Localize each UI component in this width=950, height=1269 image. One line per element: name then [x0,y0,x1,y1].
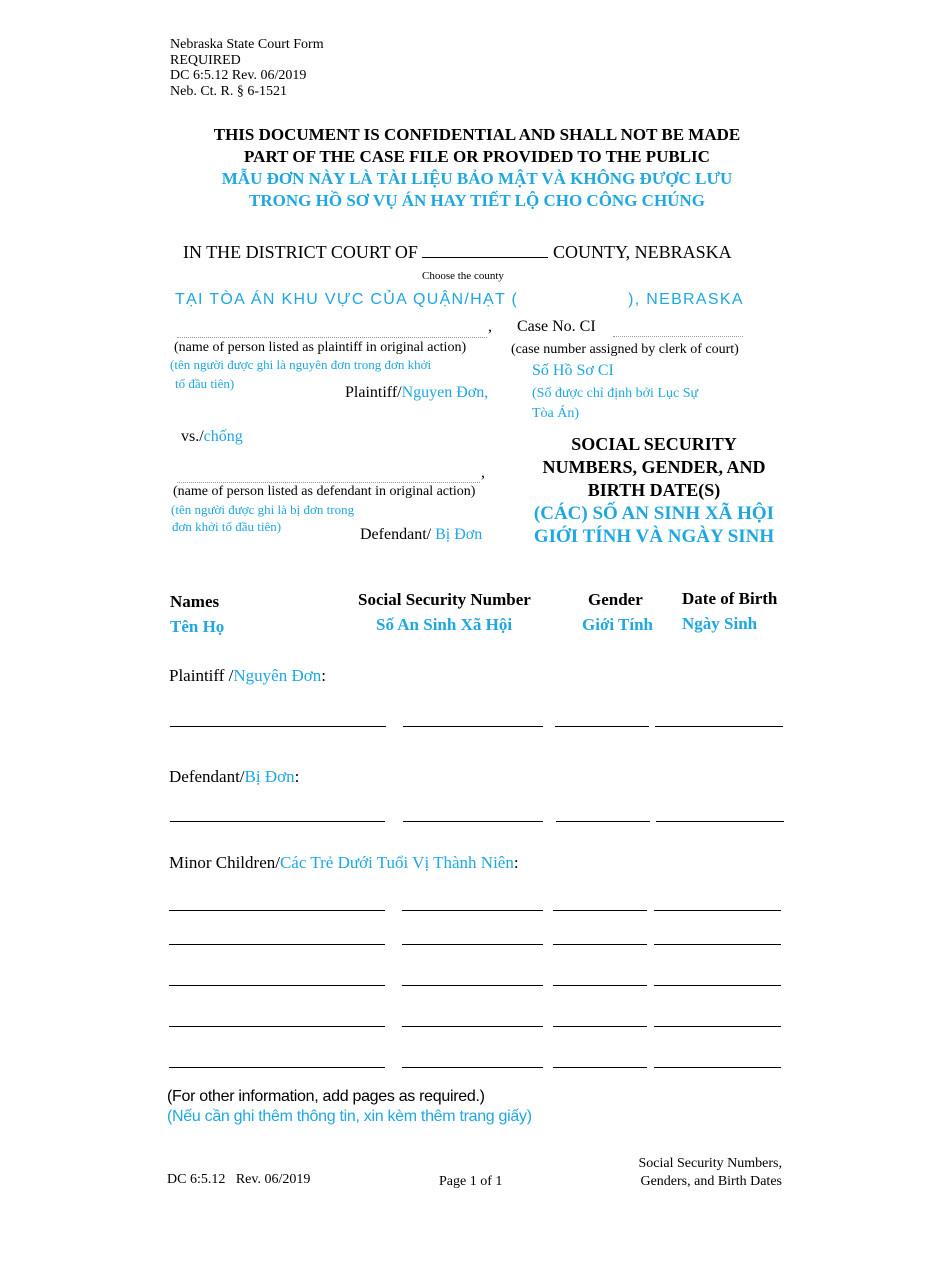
court-line [183,242,732,263]
confidential-notice [0,124,950,212]
court-prefix: IN THE DISTRICT COURT OF [183,242,418,262]
footer-title [600,1155,782,1191]
title-line-1: SOCIAL SECURITY [571,434,737,454]
footer-page-number: Page 1 of 1 [439,1174,503,1189]
footer-form-code: DC 6:5.12 Rev. 06/2019 [167,1172,311,1187]
plaintiff-label-en: Plaintiff/ [345,384,402,401]
defendant-vi-note-1: (tên người được ghi là bị đơn trong [171,502,355,517]
court-rule: Neb. Ct. R. § 6-1521 [170,83,288,99]
child-dob-blank[interactable] [654,985,781,986]
court-suffix: COUNTY, NEBRASKA [552,242,732,262]
defendant-dob-blank[interactable] [656,821,784,822]
footer-title-line-1: Social Security Numbers, [638,1156,782,1171]
col-ssn-vi-header: Số An Sinh Xã Hội [376,615,513,634]
child-dob-blank[interactable] [654,1026,781,1027]
child-dob-blank[interactable] [654,1067,781,1068]
section-defendant-vi: Bị Đơn [244,767,295,786]
section-defendant-colon: : [294,767,300,786]
document-title [522,433,786,548]
child-ssn-blank[interactable] [402,944,543,945]
plaintiff-vi-note-2: tố đầu tiên) [175,376,235,391]
versus-vi: chống [203,428,243,445]
other-info-vi: (Nếu cần ghi thêm thông tin, xin kèm thêm trang giấy) [167,1108,532,1125]
county-field[interactable] [422,243,548,258]
col-dob-vi-header: Ngày Sinh [682,614,758,633]
required-label: REQUIRED [170,52,241,68]
plaintiff-label [345,384,488,402]
other-info-en: (For other information, add pages as required.) [167,1088,485,1105]
case-number-label: Case No. CI [517,318,596,335]
section-plaintiff-colon: : [321,666,326,685]
title-vi-line-1: (CÁC) SỐ AN SINH XÃ HỘI [533,503,775,524]
plaintiff-name-blank[interactable] [170,726,386,727]
versus-en: vs./ [181,428,204,445]
section-defendant-en: Defendant/ [169,767,245,786]
child-gender-blank[interactable] [553,985,647,986]
col-names-header: Names [170,592,220,611]
child-dob-blank[interactable] [654,944,781,945]
confidential-line-1: THIS DOCUMENT IS CONFIDENTIAL AND SHALL NOT BE MADE [213,125,741,144]
child-ssn-blank[interactable] [402,1067,543,1068]
form-code: DC 6:5.12 Rev. 06/2019 [170,68,307,83]
section-plaintiff-en: Plaintiff / [169,666,234,685]
plaintiff-comma: , [488,318,492,335]
defendant-ssn-blank[interactable] [403,821,543,822]
confidential-vi-line-2: TRONG HỒ SƠ VỤ ÁN HAY TIẾT LỘ CHO CÔNG CHÚNG [249,191,705,210]
child-name-blank[interactable] [169,1026,385,1027]
defendant-label-en: Defendant/ [360,526,432,543]
footer-title-line-2: Genders, and Birth Dates [640,1174,782,1189]
confidential-line-2: PART OF THE CASE FILE OR PROVIDED TO THE PUBLIC [244,147,710,166]
section-children-vi: Các Trẻ Dưới Tuổi Vị Thành Niên [279,853,514,872]
plaintiff-dob-blank[interactable] [655,726,783,727]
child-name-blank[interactable] [169,1067,385,1068]
court-vi-suffix: ), NEBRASKA [628,291,744,308]
plaintiff-ssn-blank[interactable] [403,726,543,727]
child-name-blank[interactable] [169,910,385,911]
court-vi-line [175,291,744,309]
plaintiff-label-vi: Nguyen Đơn, [401,384,489,401]
section-children-colon: : [513,853,519,872]
child-gender-blank[interactable] [553,1067,647,1068]
child-dob-blank[interactable] [654,910,781,911]
form-name: Nebraska State Court Form [170,37,324,52]
defendant-name-field[interactable] [177,482,480,483]
defendant-label-vi: Bị Đơn [431,526,483,543]
child-gender-blank[interactable] [553,1026,647,1027]
defendant-label [360,526,482,544]
choose-county-hint: Choose the county [422,270,504,282]
case-number-vi-note-2: Tòa Án) [532,406,580,421]
section-children-en: Minor Children/ [169,853,280,872]
col-dob-header: Date of Birth [682,589,778,608]
defendant-gender-blank[interactable] [556,821,650,822]
child-gender-blank[interactable] [553,944,647,945]
defendant-comma: , [481,464,485,481]
col-ssn-header: Social Security Number [358,590,531,609]
col-names-vi-header: Tên Họ [170,617,225,636]
title-line-2: NUMBERS, GENDER, AND [542,457,766,477]
versus-label [181,428,243,446]
court-vi-prefix: TẠI TÒA ÁN KHU VỰC CỦA QUẬN/HẠT ( [175,291,519,308]
plaintiff-gender-blank[interactable] [555,726,649,727]
case-number-field[interactable] [613,336,743,337]
confidential-vi-line-1: MẪU ĐƠN NÀY LÀ TÀI LIỆU BẢO MẬT VÀ KHÔNG ĐƯỢC LƯU [221,169,733,188]
form-header [170,37,324,99]
case-number-note: (case number assigned by clerk of court) [511,342,739,357]
defendant-vi-note-2: đơn khởi tố đầu tiên) [172,519,282,534]
child-ssn-blank[interactable] [402,1026,543,1027]
section-defendant-label [169,767,299,787]
child-gender-blank[interactable] [553,910,647,911]
case-number-vi-label: Số Hồ Sơ CI [532,362,614,379]
section-plaintiff-vi: Nguyên Đơn [233,666,322,685]
section-children-label [169,853,519,873]
child-name-blank[interactable] [169,944,385,945]
title-vi-line-2: GIỚI TÍNH VÀ NGÀY SINH [533,526,775,547]
col-gender-vi-header: Giới Tính [582,615,653,634]
title-line-3: BIRTH DATE(S) [587,480,721,500]
child-name-blank[interactable] [169,985,385,986]
child-ssn-blank[interactable] [402,985,543,986]
plaintiff-vi-note-1: (tên người được ghi là nguyên đơn trong đơn khởi [170,357,432,372]
defendant-note: (name of person listed as defendant in original action) [173,484,476,499]
case-number-vi-note-1: (Số được chỉ định bởi Lục Sự [532,386,699,401]
section-plaintiff-label [169,666,326,686]
col-gender-header: Gender [588,590,643,609]
defendant-name-blank[interactable] [170,821,385,822]
plaintiff-name-field[interactable] [177,337,487,338]
plaintiff-note: (name of person listed as plaintiff in original action) [174,340,467,355]
child-ssn-blank[interactable] [402,910,543,911]
